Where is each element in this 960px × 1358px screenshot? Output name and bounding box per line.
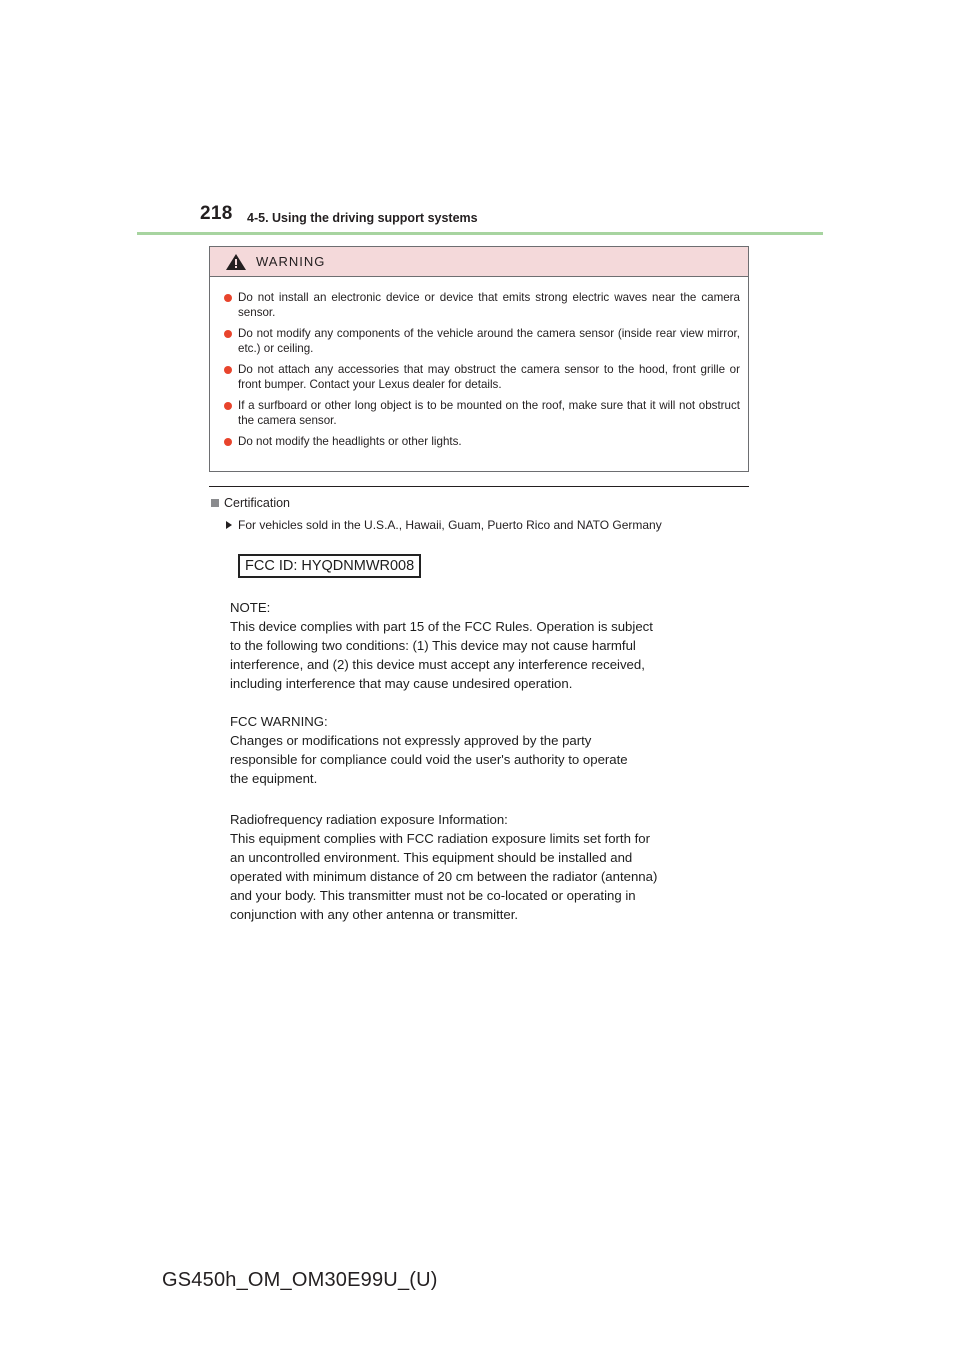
warning-item — [224, 290, 740, 320]
warning-triangle-icon — [226, 254, 246, 270]
fcc-id: FCC ID: HYQDNMWR008 — [238, 554, 421, 578]
square-bullet-icon — [211, 499, 219, 507]
fcc-note-line: to the following two conditions: (1) This device may not cause harmful — [230, 638, 636, 653]
fcc-warning-line: Changes or modifications not expressly approved by the party — [230, 733, 592, 748]
bullet-icon — [224, 402, 232, 410]
fcc-warning-line: FCC WARNING: — [230, 714, 328, 729]
warning-item-text: Do not modify the headlights or other lights. — [238, 435, 462, 448]
fcc-radiation-line: conjunction with any other antenna or transmitter. — [230, 907, 519, 922]
fcc-radiation-block — [230, 810, 657, 924]
certification-note — [226, 518, 662, 532]
fcc-note-block — [230, 598, 653, 693]
fcc-radiation-line: Radiofrequency radiation exposure Information: — [230, 812, 508, 827]
fcc-radiation-line: This equipment complies with FCC radiation exposure limits set forth for — [230, 831, 650, 846]
warning-title: WARNING — [256, 254, 326, 269]
fcc-label-image — [226, 548, 746, 933]
warning-item — [224, 398, 740, 428]
page-number: 218 — [200, 203, 233, 224]
warning-item-text: If a surfboard or other long object is to be mounted on the roof, make sure that it will not obstruct the camera sensor. — [238, 399, 740, 427]
bullet-icon — [224, 294, 232, 302]
bullet-icon — [224, 330, 232, 338]
section-divider — [209, 486, 749, 487]
certification-heading — [211, 496, 290, 510]
fcc-note-line: interference, and (2) this device must accept any interference received, — [230, 657, 645, 672]
fcc-radiation-line: operated with minimum distance of 20 cm between the radiator (antenna) — [230, 869, 658, 884]
warning-item — [224, 434, 740, 449]
certification-heading-text: Certification — [224, 496, 290, 510]
section-title: 4-5. Using the driving support systems — [247, 211, 478, 225]
header-rule — [137, 232, 823, 235]
fcc-note-line: including interference that may cause undesired operation. — [230, 676, 573, 691]
warning-item-text: Do not install an electronic device or device that emits strong electric waves near the camera sensor. — [238, 291, 740, 319]
fcc-note-line: NOTE: — [230, 600, 271, 615]
warning-list — [210, 277, 748, 449]
warning-box — [209, 246, 749, 472]
manual-id: GS450h_OM_OM30E99U_(U) — [162, 1269, 438, 1291]
fcc-warning-line: the equipment. — [230, 771, 318, 786]
warning-item — [224, 326, 740, 356]
bullet-icon — [224, 438, 232, 446]
warning-item-text: Do not attach any accessories that may obstruct the camera sensor to the hood, front grille or front bumper. Contact your Lexus dealer for details. — [238, 363, 740, 391]
certification-note-text: For vehicles sold in the U.S.A., Hawaii, Guam, Puerto Rico and NATO Germany — [238, 518, 662, 532]
warning-item — [224, 362, 740, 392]
bullet-icon — [224, 366, 232, 374]
fcc-radiation-line: and your body. This transmitter must not be co-located or operating in — [230, 888, 636, 903]
fcc-radiation-line: an uncontrolled environment. This equipment should be installed and — [230, 850, 633, 865]
fcc-note-line: This device complies with part 15 of the FCC Rules. Operation is subject — [230, 619, 653, 634]
fcc-warning-line: responsible for compliance could void the user's authority to operate — [230, 752, 628, 767]
warning-header — [210, 247, 748, 277]
warning-item-text: Do not modify any components of the vehicle around the camera sensor (inside rear view mirror, etc.) or ceiling. — [238, 327, 740, 355]
fcc-warning-block — [230, 712, 628, 788]
triangle-bullet-icon — [226, 521, 232, 529]
